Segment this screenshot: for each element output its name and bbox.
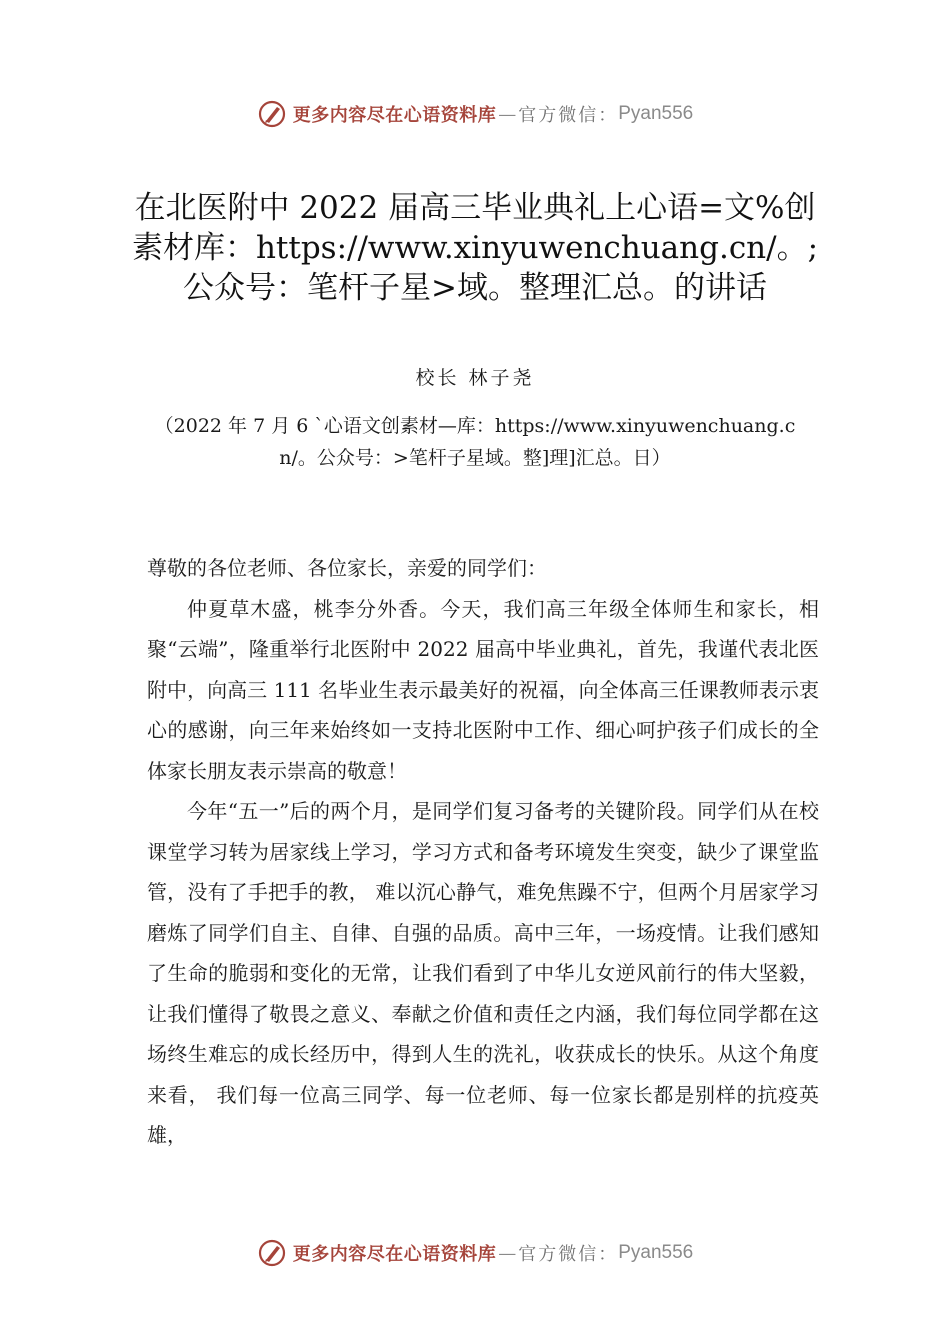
- banner-brand-text: 更多内容尽在心语资料库: [292, 1244, 497, 1265]
- banner-wechat-label: 官方微信：: [518, 105, 619, 126]
- speech-body: [147, 548, 819, 1156]
- banner-brand-text: 更多内容尽在心语资料库: [292, 105, 497, 126]
- banner-wechat-id: Pyan556: [618, 1242, 694, 1263]
- pen-seal-logo-icon: [257, 99, 287, 129]
- banner-separator: —: [498, 1242, 517, 1264]
- banner-wechat-label: 官方微信：: [518, 1244, 619, 1265]
- greeting: 尊敬的各位老师、各位家长，亲爱的同学们：: [147, 556, 547, 580]
- date-line: （2022 年 7 月 6 `心语文创素材—库：https://www.xinyuwenchuang.cn/。公众号：>笔杆子星域。整]理]汇总。日）: [154, 415, 796, 469]
- paragraph-1: 仲夏草木盛，桃李分外香。今天，我们高三年级全体师生和家长，相聚“云端”，隆重举行北医附中 2022 届高中毕业典礼，首先，我谨代表北医附中，向高三 111 名毕业生表示最美好的祝福，向全体高三任课教师表示衷心的感谢，向三年来始终如一支持北医附中工作、细心呵护孩子们成长的全体家长朋友表示崇高的敬意！: [147, 596, 819, 783]
- banner-separator: —: [498, 103, 517, 125]
- banner-wechat-id: Pyan556: [618, 103, 694, 124]
- pen-seal-logo-icon: [257, 1238, 287, 1268]
- footer-banner: [0, 1233, 950, 1273]
- author-line: 校长 林子尧: [415, 367, 535, 389]
- document-title: 在北医附中 2022 届高三毕业典礼上心语=文%创素材库：https://www.xinyuwenchuang.cn/。;公众号：笔杆子星>域。整理汇总。的讲话: [131, 190, 819, 306]
- paragraph-2: 今年“五一”后的两个月，是同学们复习备考的关键阶段。同学们从在校课堂学习转为居家线上学习，学习方式和备考环境发生突变，缺少了课堂监管，没有了手把手的教， 难以沉心静气，难免焦躁不宁，但两个月居家学习磨炼了同学们自主、自律、自强的品质。高中三年，一场疫情。让我们感知了生命的脆弱和变化的无常，让我们看到了中华儿女逆风前行的伟大坚毅，让我们懂得了敬畏之意义、奉献之价值和责任之内涵，我们每位同学都在这场终生难忘的成长经历中，得到人生的洗礼，收获成长的快乐。从这个角度来看， 我们每一位高三同学、每一位老师、每一位家长都是别样的抗疫英雄，: [147, 799, 819, 1147]
- header-banner: [0, 94, 950, 134]
